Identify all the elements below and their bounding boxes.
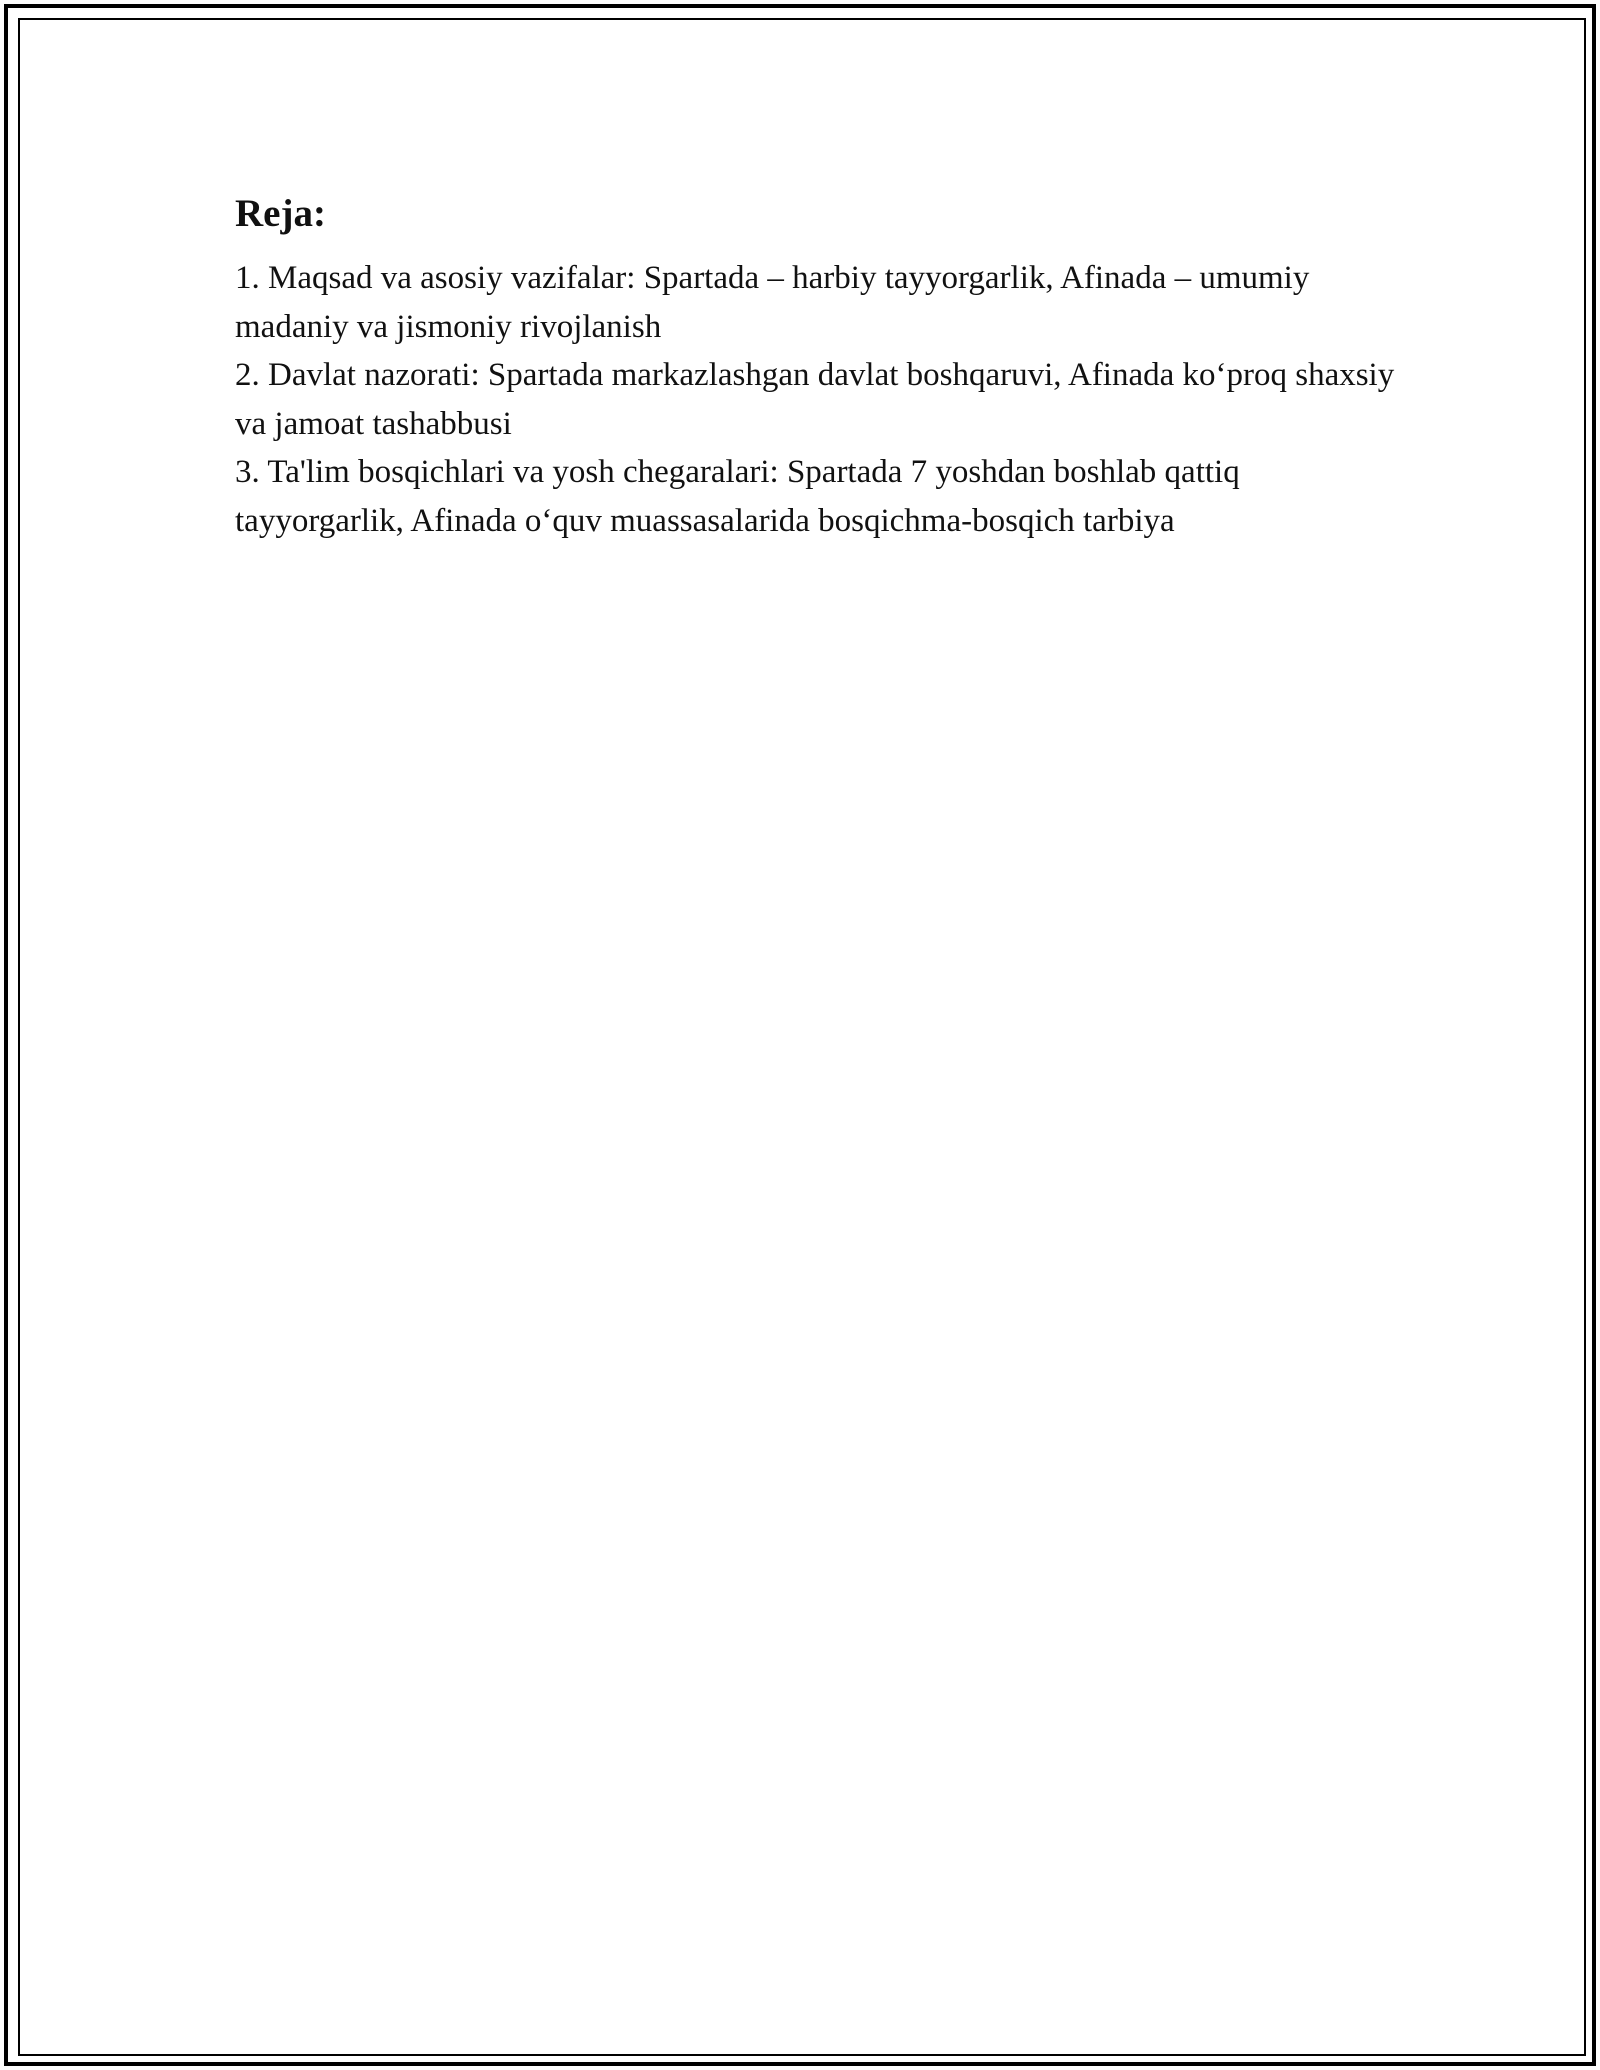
plan-list — [235, 254, 1415, 545]
plan-item-1: 1. Maqsad va asosiy vazifalar: Spartada – harbiy tayyorgarlik, Afinada – umumiy madaniy va jismoniy rivojlanish — [235, 260, 1310, 345]
document-body — [235, 188, 1415, 545]
plan-heading: Reja: — [235, 192, 326, 235]
plan-item-3: 3. Ta'lim bosqichlari va yosh chegaralari: Spartada 7 yoshdan boshlab qattiq tayyorgarlik, Afinada o‘quv muassasalarida bosqichma-bosqich tarbiya — [235, 454, 1240, 539]
plan-item-2: 2. Davlat nazorati: Spartada markazlashgan davlat boshqaruvi, Afinada ko‘proq shaxsiy va jamoat tashabbusi — [235, 357, 1395, 442]
